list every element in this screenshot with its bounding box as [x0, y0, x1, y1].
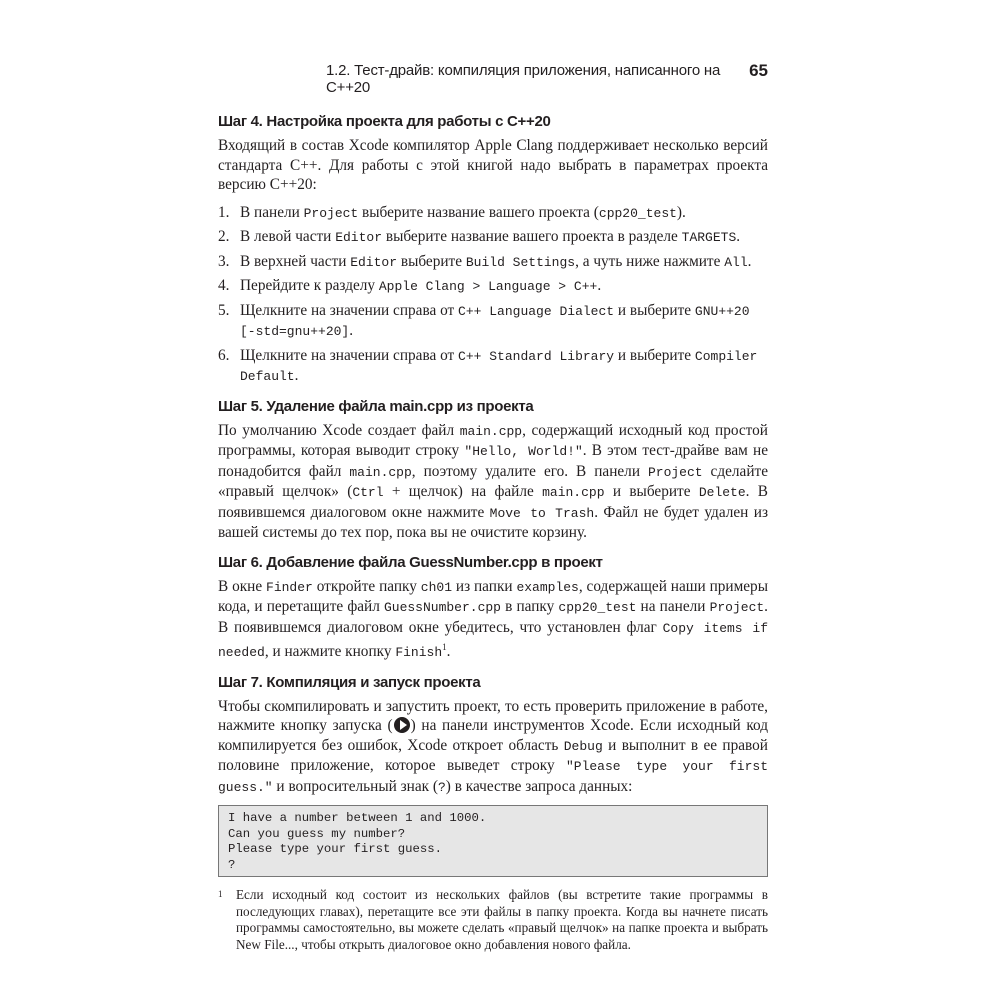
step5-body: По умолчанию Xcode создает файл main.cpp, содержащий исходный код простой программы, которая выводит строку "Hello, World!". В этом тест-драйве вам не понадобится файл main.cpp, поэтому удалите его. В панели Project сделайте «правый щелчок» (Ctrl + щелчок) на файле main.cpp и выберите Delete. В появившемся диалоговом окне нажмите Move to Trash. Файл не будет удален из вашей системы до тех пор, пока вы не очистите корзину. — [218, 421, 768, 541]
step4-section — [218, 112, 768, 387]
step7-body: Чтобы скомпилировать и запустить проект, то есть проверить приложение в работе, нажмите кнопку запуска ( ) на панели инструментов Xcode. Если исходный код компилируется без ошибок, Xcode откроет область Debug и выполнит в ее правой половине приложение, которое выведет строку "Please type your first guess." и вопросительный знак (?) в качестве запроса данных: — [218, 697, 769, 795]
footnote — [218, 887, 768, 953]
list-item: 4. Перейдите к разделу Apple Clang > Language > C++. — [218, 277, 602, 294]
step5-section — [218, 397, 768, 543]
list-item: 5. Щелкните на значении справа от C++ Language Dialect и выберите GNU++20 [-std=gnu++20]. — [218, 301, 750, 339]
step7-heading: Шаг 7. Компиляция и запуск проекта — [218, 673, 481, 691]
list-item: 2. В левой части Editor выберите название вашего проекта в разделе TARGETS. — [218, 228, 741, 245]
step6-section — [218, 553, 768, 663]
output-line: I have a number between 1 and 1000. — [228, 811, 487, 826]
list-item: 6. Щелкните на значении справа от C++ Standard Library и выберите Compiler Default. — [218, 346, 758, 384]
list-item: 1. В панели Project выберите название вашего проекта (cpp20_test). — [218, 203, 686, 221]
play-icon — [394, 717, 410, 733]
running-head-title: 1.2. Тест-драйв: компиляция приложения, написанного на C++20 — [326, 62, 721, 96]
step6-body: В окне Finder откройте папку ch01 из папки examples, содержащей наши примеры кода, и перетащите файл GuessNumber.cpp в папку cpp20_test на панели Project. В появившемся диалоговом окне убедитесь, что установлен флаг Copy items if needed, и нажмите кнопку Finish$^1$. — [218, 577, 768, 661]
output-line: Can you guess my number? — [228, 826, 406, 841]
footnote-ref: 1 — [442, 642, 447, 652]
step4-list — [218, 203, 768, 387]
step7-section — [218, 673, 768, 878]
running-head — [326, 61, 768, 96]
output-line: ? — [228, 857, 236, 872]
page-content — [218, 112, 768, 953]
program-output-box — [218, 805, 768, 877]
step4-heading: Шаг 4. Настройка проекта для работы с C++20 — [218, 113, 551, 130]
footnote-text: Если исходный код состоит из нескольких файлов (вы встретите такие программы в последующих главах), перетащите все эти файлы в папку проекта. Когда вы начнете писать программы самостоятельно, вы можете сделать «правый щелчок» на папке проекта и выбрать New File..., чтобы открыть диалоговое окно добавления нового файла. — [236, 887, 768, 952]
footnote-mark: 1 — [218, 889, 223, 900]
step4-intro: Входящий в состав Xcode компилятор Apple Clang поддерживает несколько версий стандарта C++. Для работы с этой книгой надо выбрать в параметрах проекта версию C++20: — [218, 137, 768, 193]
step6-heading: Шаг 6. Добавление файла GuessNumber.cpp в проект — [218, 553, 603, 571]
output-line: Please type your first guess. — [228, 842, 443, 857]
list-item: 3. В верхней части Editor выберите Build Settings, а чуть ниже нажмите All. — [218, 252, 752, 270]
step5-heading: Шаг 5. Удаление файла main.cpp из проекта — [218, 397, 534, 415]
page-number: 65 — [749, 61, 768, 80]
